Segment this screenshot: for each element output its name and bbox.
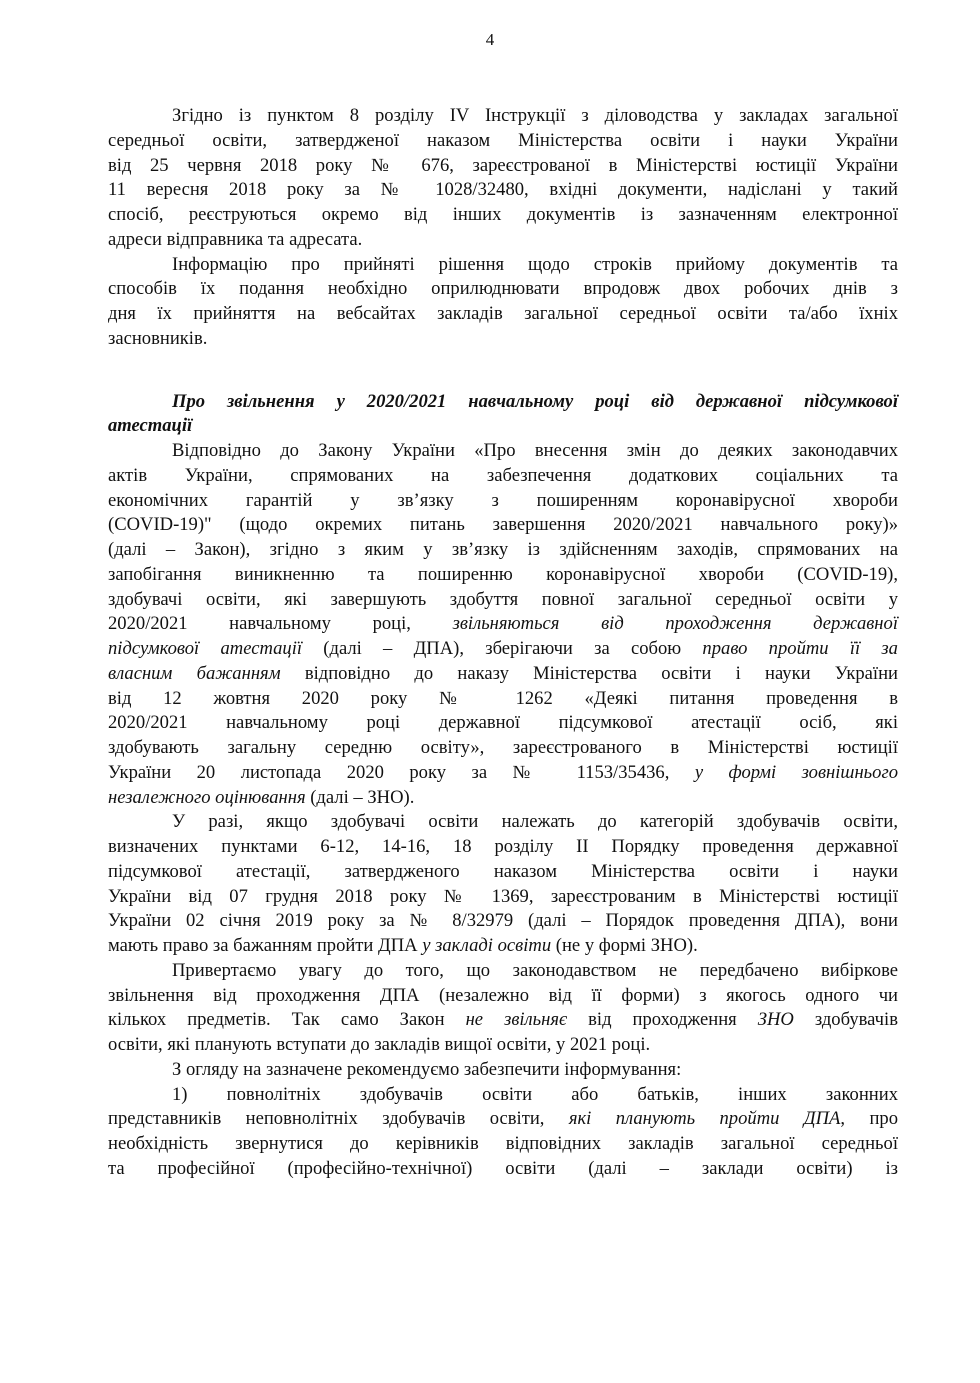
text-line	[108, 761, 898, 786]
text-segment: представників неповнолітніх здобувачів освіти,	[108, 1108, 569, 1130]
text-segment: здобувають загальну середню освіту», зареєстрованого в Міністерстві юстиції	[108, 737, 898, 758]
text-line	[108, 984, 898, 1009]
text-segment: (далі – Закон), згідно з яким у зв’язку із здійсненням заходів, спрямованих на	[108, 539, 898, 560]
text-segment: необхідність звернутися до керівників відповідних закладів загальної середньої	[108, 1133, 898, 1154]
paragraph	[108, 959, 898, 1058]
italic-text: звільняються від проходження державної	[452, 613, 898, 635]
text-line	[108, 637, 898, 662]
text-segment: відповідно до наказу Міністерства освіти і науки України	[280, 662, 898, 684]
italic-text: у закладі освіти	[422, 935, 552, 956]
text-segment: Привертаємо увагу до того, що законодавством не передбачено вибіркове	[172, 959, 898, 981]
text-line	[108, 885, 898, 910]
text-segment: Інформацію про прийняті рішення щодо строків прийому документів та	[172, 253, 898, 275]
text-line	[108, 934, 898, 959]
text-segment: України 02 січня 2019 року за № 8/32979 (далі – Порядок проведення ДПА), вони	[108, 910, 898, 932]
text-segment: звільнення від проходження ДПА (незалежно від її форми) з якогось одного чи	[108, 984, 898, 1006]
text-line	[108, 390, 898, 415]
text-segment: спосіб, реєструються окремо від інших документів із зазначенням електронної	[108, 204, 898, 225]
text-line	[108, 860, 898, 885]
text-line	[108, 1033, 898, 1058]
document-body	[108, 104, 898, 1182]
paragraph	[108, 253, 898, 352]
text-line	[108, 228, 898, 253]
text-line	[108, 612, 898, 637]
text-segment: від 25 червня 2018 року № 676, зареєстрованої в Міністерстві юстиції України	[108, 154, 898, 176]
text-segment: (далі – ДПА), зберігаючи за собою	[302, 638, 703, 659]
text-line	[108, 1058, 898, 1083]
italic-text: незалежного оцінювання	[108, 786, 306, 808]
text-line	[108, 104, 898, 129]
text-segment: атестації	[108, 415, 193, 437]
text-segment: Відповідно до Закону України «Про внесення змін до деяких законодавчих	[172, 440, 898, 461]
text-segment: освіти, які планують вступати до закладів вищої освіти, у 2021 році.	[108, 1034, 651, 1055]
paragraph	[108, 810, 898, 959]
text-line	[108, 835, 898, 860]
text-segment: Згідно із пунктом 8 розділу IV Інструкції з діловодства у закладах загальної	[172, 105, 898, 126]
text-line	[108, 178, 898, 203]
text-segment: та професійної (професійно-технічної) освіти (далі – заклади освіти) із	[108, 1157, 898, 1179]
text-segment: (далі – ЗНО).	[305, 786, 415, 808]
text-segment: У разі, якщо здобувачі освіти належать до категорій здобувачів освіти,	[172, 811, 898, 833]
text-line	[108, 909, 898, 934]
text-segment: (не у формі ЗНО).	[551, 935, 698, 956]
text-segment: здобувачі освіти, які завершують здобуття повної загальної середньої освіти у	[108, 588, 898, 610]
text-line	[108, 439, 898, 464]
text-line	[108, 203, 898, 228]
text-line	[108, 786, 898, 811]
text-segment: способів їх подання необхідно оприлюднювати впродовж двох робочих днів з	[108, 278, 898, 300]
page-number: 4	[485, 30, 495, 49]
text-segment: 11 вересня 2018 року за № 1028/32480, вхідні документи, надіслані у такий	[108, 179, 898, 201]
text-line	[108, 687, 898, 712]
italic-text: власним бажанням	[108, 662, 281, 684]
paragraph	[108, 1058, 898, 1083]
text-segment: України 20 листопада 2020 року за № 1153/35436,	[108, 761, 695, 783]
italic-text: підсумкової атестації	[108, 638, 303, 659]
italic-text: право пройти її за	[702, 638, 898, 659]
text-line	[108, 1083, 898, 1108]
text-line	[108, 464, 898, 489]
text-segment: 2020/2021 навчальному році державної підсумкової атестації осіб, які	[108, 712, 898, 734]
text-segment: України від 07 грудня 2018 року № 1369, зареєстрованим в Міністерстві юстиції	[108, 885, 898, 907]
text-line	[108, 1107, 898, 1132]
text-segment: адреси відправника та адресата.	[108, 228, 363, 250]
text-segment: економічних гарантій у зв’язку з поширенням коронавірусної хвороби	[108, 489, 898, 511]
text-segment: від проходження	[567, 1009, 758, 1031]
text-line	[108, 959, 898, 984]
text-line	[108, 489, 898, 514]
text-line	[108, 563, 898, 588]
text-segment: запобігання виникненню та поширенню коронавірусної хвороби (COVID-19),	[108, 563, 898, 585]
text-segment: мають право за бажанням пройти ДПА	[108, 935, 423, 956]
text-segment: 1) повнолітніх здобувачів освіти або батьків, інших законних	[172, 1083, 898, 1105]
text-line	[108, 154, 898, 179]
text-segment: визначених пунктами 6-12, 14-16, 18 розділу II Порядку проведення державної	[108, 836, 898, 857]
text-line	[108, 1157, 898, 1182]
text-line	[108, 414, 898, 439]
text-line	[108, 1132, 898, 1157]
text-line	[108, 736, 898, 761]
text-line	[108, 711, 898, 736]
paragraph	[108, 1083, 898, 1182]
italic-text: у формі зовнішнього	[694, 761, 898, 783]
text-line	[108, 1008, 898, 1033]
text-segment: засновників.	[108, 327, 208, 349]
text-segment: кількох предметів. Так само Закон	[108, 1009, 466, 1031]
text-line	[108, 302, 898, 327]
text-line	[108, 253, 898, 278]
text-line	[108, 513, 898, 538]
text-line	[108, 810, 898, 835]
text-line	[108, 538, 898, 563]
text-segment: актів України, спрямованих на забезпечення додаткових соціальних та	[108, 464, 898, 486]
text-segment: , про	[840, 1108, 898, 1130]
text-line	[108, 327, 898, 352]
italic-text: не звільняє	[465, 1009, 568, 1031]
paragraph	[108, 104, 898, 253]
paragraph	[108, 439, 898, 810]
text-line	[108, 129, 898, 154]
italic-text: які планують пройти ДПА	[568, 1108, 841, 1130]
text-segment: (COVID-19)" (щодо окремих питань завершення 2020/2021 навчального року)»	[108, 514, 898, 536]
text-segment: З огляду на зазначене рекомендуємо забезпечити інформування:	[172, 1058, 682, 1080]
text-segment: здобувачів	[793, 1009, 898, 1031]
text-segment: підсумкової атестації, затвердженого наказом Міністерства освіти і науки	[108, 860, 898, 882]
text-segment: дня їх прийняття на вебсайтах закладів загальної середньої освіти та/або їхніх	[108, 303, 898, 324]
text-segment: від 12 жовтня 2020 року № 1262 «Деякі питання проведення в	[108, 687, 898, 709]
section-heading	[108, 390, 898, 440]
italic-text: ЗНО	[757, 1009, 794, 1031]
text-line	[108, 277, 898, 302]
text-segment: 2020/2021 навчальному році,	[108, 613, 453, 635]
text-line	[108, 662, 898, 687]
text-segment: Про звільнення у 2020/2021 навчальному році від державної підсумкової	[172, 390, 898, 412]
text-line	[108, 588, 898, 613]
text-segment: середньої освіти, затвердженої наказом Міністерства освіти і науки України	[108, 129, 898, 151]
